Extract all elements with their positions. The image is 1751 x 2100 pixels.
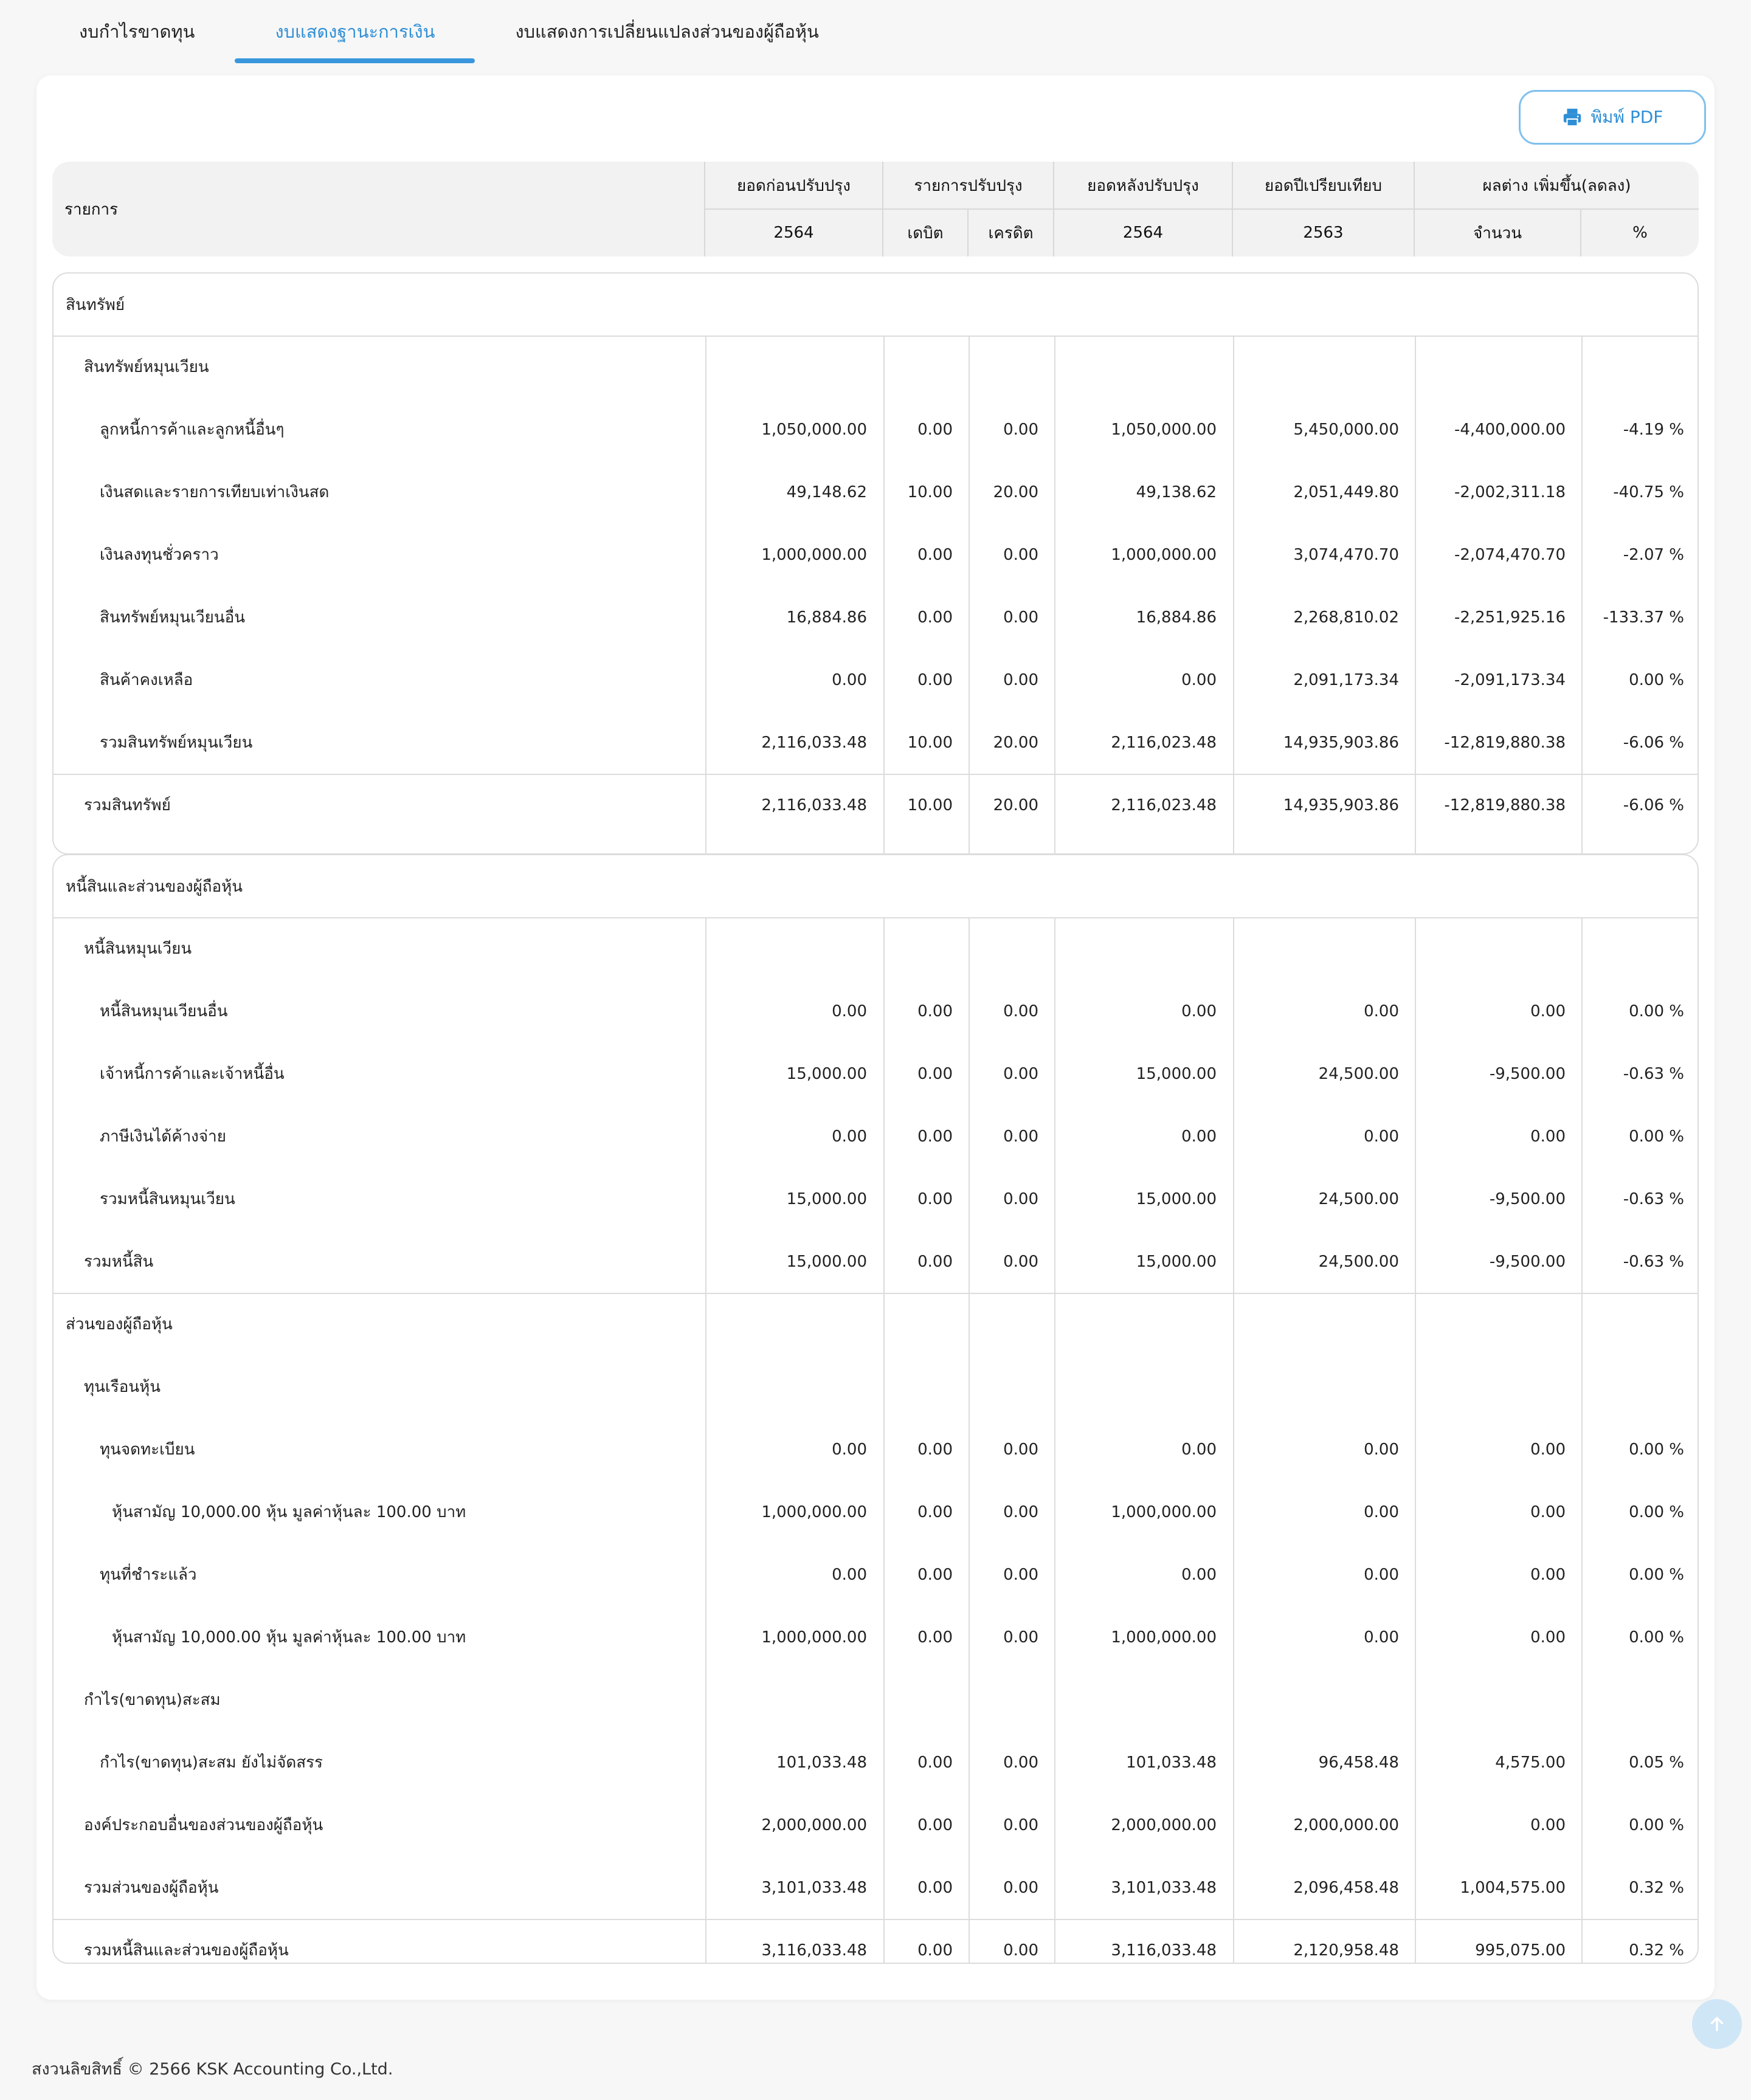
table-row xyxy=(54,711,1697,774)
row-value: 0.05 % xyxy=(1629,1753,1684,1772)
table-header xyxy=(52,162,1699,256)
row-value: 49,148.62 xyxy=(786,483,867,501)
row-value: 15,000.00 xyxy=(1136,1064,1217,1083)
table-row xyxy=(54,1481,1697,1543)
row-label: ลูกหนี้การค้าและลูกหนี้อื่นๆ xyxy=(100,421,285,439)
row-value: 2,116,033.48 xyxy=(761,796,867,814)
row-label: รวมสินทรัพย์หมุนเวียน xyxy=(100,734,253,752)
row-value: 0.00 % xyxy=(1629,1816,1684,1834)
table-row xyxy=(54,1168,1697,1230)
print-pdf-label: พิมพ์ PDF xyxy=(1590,107,1663,127)
header-after-year: 2564 xyxy=(1122,224,1164,242)
arrow-up-icon xyxy=(1707,2014,1727,2034)
row-value: 24,500.00 xyxy=(1318,1189,1399,1208)
row-value: 96,458.48 xyxy=(1318,1753,1399,1772)
row-value: -12,819,880.38 xyxy=(1444,796,1566,814)
row-value: 0.00 xyxy=(917,1252,953,1271)
row-value: 24,500.00 xyxy=(1318,1064,1399,1083)
row-value: 0.00 xyxy=(832,1002,867,1021)
row-value: 1,000,000.00 xyxy=(761,545,867,564)
row-label: รวมหนี้สินหมุนเวียน xyxy=(100,1190,235,1208)
row-value: -0.63 % xyxy=(1623,1252,1684,1271)
row-value: 2,000,000.00 xyxy=(761,1816,867,1834)
row-value: 0.00 xyxy=(1003,1127,1038,1146)
row-value: 0.00 xyxy=(917,1189,953,1208)
row-value: -9,500.00 xyxy=(1489,1189,1566,1208)
row-value: -40.75 % xyxy=(1613,483,1684,501)
row-value: 2,268,810.02 xyxy=(1293,608,1399,627)
row-value: 0.00 xyxy=(1530,1503,1566,1521)
row-label: รวมหนี้สินและส่วนของผู้ถือหุ้น xyxy=(84,1941,289,1960)
row-value: 0.00 xyxy=(1181,1565,1217,1584)
row-value: 16,884.86 xyxy=(786,608,867,627)
row-value: 0.00 xyxy=(917,1440,953,1459)
row-value: 0.00 xyxy=(917,1941,953,1960)
statement-card xyxy=(36,75,1715,2000)
row-value: 10.00 xyxy=(907,483,953,501)
row-value: 10.00 xyxy=(907,796,953,814)
row-value: 0.00 xyxy=(917,1064,953,1083)
row-value: -2,251,925.16 xyxy=(1454,608,1566,627)
row-value: 2,000,000.00 xyxy=(1293,1816,1399,1834)
row-value: 0.00 xyxy=(917,420,953,439)
row-value: 0.00 xyxy=(1181,1440,1217,1459)
row-value: 0.00 xyxy=(832,1565,867,1584)
table-row xyxy=(54,1042,1697,1105)
row-value: 0.00 % xyxy=(1629,1628,1684,1647)
row-value: 0.00 xyxy=(1003,1064,1038,1083)
row-value: 0.00 xyxy=(917,1753,953,1772)
row-value: 0.00 % xyxy=(1629,1503,1684,1521)
table-row xyxy=(54,1919,1697,1964)
section-title: หนี้สินและส่วนของผู้ถือหุ้น xyxy=(66,877,243,896)
row-label: เงินสดและรายการเทียบเท่าเงินสด xyxy=(100,483,330,501)
row-value: 0.00 xyxy=(1181,1002,1217,1021)
row-value: 1,004,575.00 xyxy=(1460,1878,1566,1897)
row-value: 0.00 xyxy=(1003,1753,1038,1772)
row-value: 1,000,000.00 xyxy=(1111,545,1217,564)
row-value: 10.00 xyxy=(907,733,953,752)
row-value: 0.00 xyxy=(917,1878,953,1897)
table-row xyxy=(54,1293,1697,1355)
row-value: 0.00 xyxy=(1003,1503,1038,1521)
row-value: 0.00 xyxy=(917,1628,953,1647)
table-row xyxy=(54,1794,1697,1856)
row-value: 0.00 xyxy=(1364,1440,1399,1459)
tab-financial-position[interactable]: งบแสดงฐานะการเงิน xyxy=(235,0,475,63)
header-before-year: 2564 xyxy=(773,224,814,242)
header-before: ยอดก่อนปรับปรุง xyxy=(736,176,851,195)
row-value: 0.00 xyxy=(1003,420,1038,439)
row-label: กำไร(ขาดทุน)สะสม xyxy=(84,1691,221,1709)
printer-icon xyxy=(1562,107,1583,128)
table-row xyxy=(54,586,1697,649)
row-value: -0.63 % xyxy=(1623,1189,1684,1208)
row-value: 0.00 xyxy=(832,1127,867,1146)
row-label: หนี้สินหมุนเวียนอื่น xyxy=(100,1002,228,1021)
table-row xyxy=(54,917,1697,980)
row-label: องค์ประกอบอื่นของส่วนของผู้ถือหุ้น xyxy=(84,1816,323,1834)
row-value: 0.00 xyxy=(1003,1252,1038,1271)
row-value: 2,096,458.48 xyxy=(1293,1878,1399,1897)
row-value: 995,075.00 xyxy=(1475,1941,1566,1960)
row-value: 0.00 xyxy=(917,608,953,627)
row-value: 20.00 xyxy=(993,796,1038,814)
row-value: 1,000,000.00 xyxy=(761,1503,867,1521)
row-label: หุ้นสามัญ 10,000.00 หุ้น มูลค่าหุ้นละ 100.00 บาท xyxy=(112,1628,466,1647)
row-value: -6.06 % xyxy=(1623,796,1684,814)
table-row xyxy=(54,1856,1697,1919)
row-value: 0.00 xyxy=(1003,545,1038,564)
liabilities-equity-section xyxy=(52,854,1699,1964)
row-label: เงินลงทุนชั่วคราว xyxy=(100,546,219,564)
header-diff-pct: % xyxy=(1632,224,1648,242)
table-row xyxy=(54,336,1697,398)
tab-income-statement[interactable]: งบกำไรขาดทุน xyxy=(79,21,195,42)
header-adjust: รายการปรับปรุง xyxy=(914,176,1023,195)
row-value: 0.00 xyxy=(832,670,867,689)
section-title-row xyxy=(54,274,1697,336)
row-value: 15,000.00 xyxy=(1136,1189,1217,1208)
row-value: 0.00 xyxy=(1003,1816,1038,1834)
row-label: รวมส่วนของผู้ถือหุ้น xyxy=(84,1879,219,1897)
row-value: 49,138.62 xyxy=(1136,483,1217,501)
row-value: 0.00 xyxy=(1364,1503,1399,1521)
table-row xyxy=(54,1731,1697,1794)
row-value: 1,050,000.00 xyxy=(761,420,867,439)
row-value: -12,819,880.38 xyxy=(1444,733,1566,752)
header-diff-amount: จำนวน xyxy=(1473,224,1522,243)
row-label: ทุนที่ชำระแล้ว xyxy=(100,1566,197,1584)
row-value: 1,000,000.00 xyxy=(1111,1628,1217,1647)
row-label: หุ้นสามัญ 10,000.00 หุ้น มูลค่าหุ้นละ 100.00 บาท xyxy=(112,1503,466,1521)
row-label: สินทรัพย์หมุนเวียนอื่น xyxy=(100,608,246,627)
table-row xyxy=(54,398,1697,461)
row-value: 0.00 % xyxy=(1629,1002,1684,1021)
row-label: สินทรัพย์หมุนเวียน xyxy=(84,358,209,376)
row-value: -2,002,311.18 xyxy=(1454,483,1566,501)
row-value: 101,033.48 xyxy=(776,1753,867,1772)
row-value: 15,000.00 xyxy=(786,1252,867,1271)
statement-tabs xyxy=(40,0,859,64)
header-after: ยอดหลังปรับปรุง xyxy=(1087,176,1199,195)
row-value: 0.00 xyxy=(1530,1440,1566,1459)
row-value: -6.06 % xyxy=(1623,733,1684,752)
row-value: 0.00 xyxy=(1530,1002,1566,1021)
row-value: 0.00 xyxy=(1003,670,1038,689)
header-compare: ยอดปีเปรียบเทียบ xyxy=(1264,176,1383,195)
row-label: หนี้สินหมุนเวียน xyxy=(84,940,192,958)
row-value: 0.00 xyxy=(917,1565,953,1584)
row-value: 0.00 xyxy=(917,545,953,564)
row-value: 15,000.00 xyxy=(1136,1252,1217,1271)
row-label: ทุนเรือนหุ้น xyxy=(84,1378,161,1396)
table-row xyxy=(54,461,1697,523)
table-row xyxy=(54,1355,1697,1418)
row-value: 24,500.00 xyxy=(1318,1252,1399,1271)
table-row xyxy=(54,1230,1697,1293)
header-diff: ผลต่าง เพิ่มขึ้น(ลดลง) xyxy=(1482,176,1631,195)
row-value: 0.00 xyxy=(1364,1127,1399,1146)
row-label: รวมสินทรัพย์ xyxy=(84,796,171,814)
row-value: 0.00 xyxy=(1003,1189,1038,1208)
row-value: 3,116,033.48 xyxy=(1111,1941,1217,1960)
row-value: -2.07 % xyxy=(1623,545,1684,564)
row-value: -2,091,173.34 xyxy=(1454,670,1566,689)
row-value: 4,575.00 xyxy=(1495,1753,1566,1772)
print-pdf-button[interactable] xyxy=(1519,90,1706,145)
row-value: 0.00 xyxy=(917,670,953,689)
row-value: 20.00 xyxy=(993,483,1038,501)
row-label: ทุนจดทะเบียน xyxy=(100,1441,195,1459)
row-value: 20.00 xyxy=(993,733,1038,752)
row-value: 101,033.48 xyxy=(1126,1753,1217,1772)
row-value: 3,101,033.48 xyxy=(761,1878,867,1897)
row-value: 0.00 xyxy=(917,1503,953,1521)
row-value: 2,116,033.48 xyxy=(761,733,867,752)
row-value: 14,935,903.86 xyxy=(1283,796,1399,814)
row-value: 0.00 % xyxy=(1629,670,1684,689)
row-value: 0.00 xyxy=(1530,1816,1566,1834)
header-debit: เดบิต xyxy=(907,224,944,243)
row-value: 15,000.00 xyxy=(786,1189,867,1208)
row-value: 0.00 xyxy=(1003,1565,1038,1584)
row-value: 3,101,033.48 xyxy=(1111,1878,1217,1897)
row-value: 2,051,449.80 xyxy=(1293,483,1399,501)
row-value: 0.00 % xyxy=(1629,1440,1684,1459)
table-row xyxy=(54,1606,1697,1668)
assets-section xyxy=(52,272,1699,855)
row-label: ส่วนของผู้ถือหุ้น xyxy=(66,1315,173,1334)
row-value: 1,000,000.00 xyxy=(761,1628,867,1647)
row-value: -133.37 % xyxy=(1603,608,1684,627)
row-value: -2,074,470.70 xyxy=(1454,545,1566,564)
row-value: 14,935,903.86 xyxy=(1283,733,1399,752)
row-value: 3,116,033.48 xyxy=(761,1941,867,1960)
row-value: 0.00 xyxy=(1364,1628,1399,1647)
row-value: 0.32 % xyxy=(1629,1878,1684,1897)
table-row xyxy=(54,1105,1697,1168)
header-item: รายการ xyxy=(64,200,119,219)
table-row xyxy=(54,1543,1697,1606)
table-row xyxy=(54,1418,1697,1481)
row-value: -4.19 % xyxy=(1623,420,1684,439)
table-row xyxy=(54,523,1697,586)
row-value: 0.32 % xyxy=(1629,1941,1684,1960)
row-value: 0.00 % xyxy=(1629,1127,1684,1146)
row-value: 0.00 xyxy=(1530,1628,1566,1647)
row-value: 0.00 xyxy=(1003,1440,1038,1459)
row-label: ภาษีเงินได้ค้างจ่าย xyxy=(100,1127,226,1146)
row-label: รวมหนี้สิน xyxy=(84,1253,154,1271)
row-value: 2,116,023.48 xyxy=(1111,796,1217,814)
row-value: 0.00 xyxy=(1181,1127,1217,1146)
row-value: 0.00 xyxy=(1003,1878,1038,1897)
row-value: -9,500.00 xyxy=(1489,1064,1566,1083)
row-value: 0.00 xyxy=(1003,1941,1038,1960)
row-value: 2,091,173.34 xyxy=(1293,670,1399,689)
row-value: 0.00 xyxy=(1003,608,1038,627)
row-value: -4,400,000.00 xyxy=(1454,420,1566,439)
header-credit: เครดิต xyxy=(988,224,1034,243)
row-value: 15,000.00 xyxy=(786,1064,867,1083)
header-compare-year: 2563 xyxy=(1303,224,1344,242)
table-row xyxy=(54,774,1697,836)
tab-equity-changes[interactable]: งบแสดงการเปลี่ยนแปลงส่วนของผู้ถือหุ้น xyxy=(515,21,819,42)
row-value: 0.00 xyxy=(1003,1628,1038,1647)
row-value: -0.63 % xyxy=(1623,1064,1684,1083)
row-value: 0.00 xyxy=(1530,1565,1566,1584)
table-row xyxy=(54,649,1697,711)
row-label: กำไร(ขาดทุน)สะสม ยังไม่จัดสรร xyxy=(100,1754,323,1772)
row-value: 0.00 xyxy=(917,1002,953,1021)
row-value: -9,500.00 xyxy=(1489,1252,1566,1271)
row-value: 16,884.86 xyxy=(1136,608,1217,627)
scroll-to-top-button[interactable] xyxy=(1692,1999,1742,2049)
row-value: 5,450,000.00 xyxy=(1293,420,1399,439)
table-row xyxy=(54,1668,1697,1731)
row-label: เจ้าหนี้การค้าและเจ้าหนี้อื่น xyxy=(100,1065,285,1083)
copyright-footer: สงวนลิขสิทธิ์ © 2566 KSK Accounting Co.,Ltd. xyxy=(32,2060,393,2079)
row-value: 0.00 xyxy=(832,1440,867,1459)
row-value: 0.00 % xyxy=(1629,1565,1684,1584)
section-title-row xyxy=(54,855,1697,917)
row-value: 0.00 xyxy=(1530,1127,1566,1146)
row-label: สินค้าคงเหลือ xyxy=(100,671,193,689)
row-value: 0.00 xyxy=(917,1127,953,1146)
section-title: สินทรัพย์ xyxy=(66,295,125,314)
row-value: 1,000,000.00 xyxy=(1111,1503,1217,1521)
row-value: 0.00 xyxy=(1181,670,1217,689)
row-value: 1,050,000.00 xyxy=(1111,420,1217,439)
row-value: 0.00 xyxy=(1364,1565,1399,1584)
row-value: 2,000,000.00 xyxy=(1111,1816,1217,1834)
row-value: 0.00 xyxy=(917,1816,953,1834)
table-row xyxy=(54,980,1697,1042)
row-value: 0.00 xyxy=(1364,1002,1399,1021)
row-value: 3,074,470.70 xyxy=(1293,545,1399,564)
row-value: 2,116,023.48 xyxy=(1111,733,1217,752)
row-value: 0.00 xyxy=(1003,1002,1038,1021)
row-value: 2,120,958.48 xyxy=(1293,1941,1399,1960)
